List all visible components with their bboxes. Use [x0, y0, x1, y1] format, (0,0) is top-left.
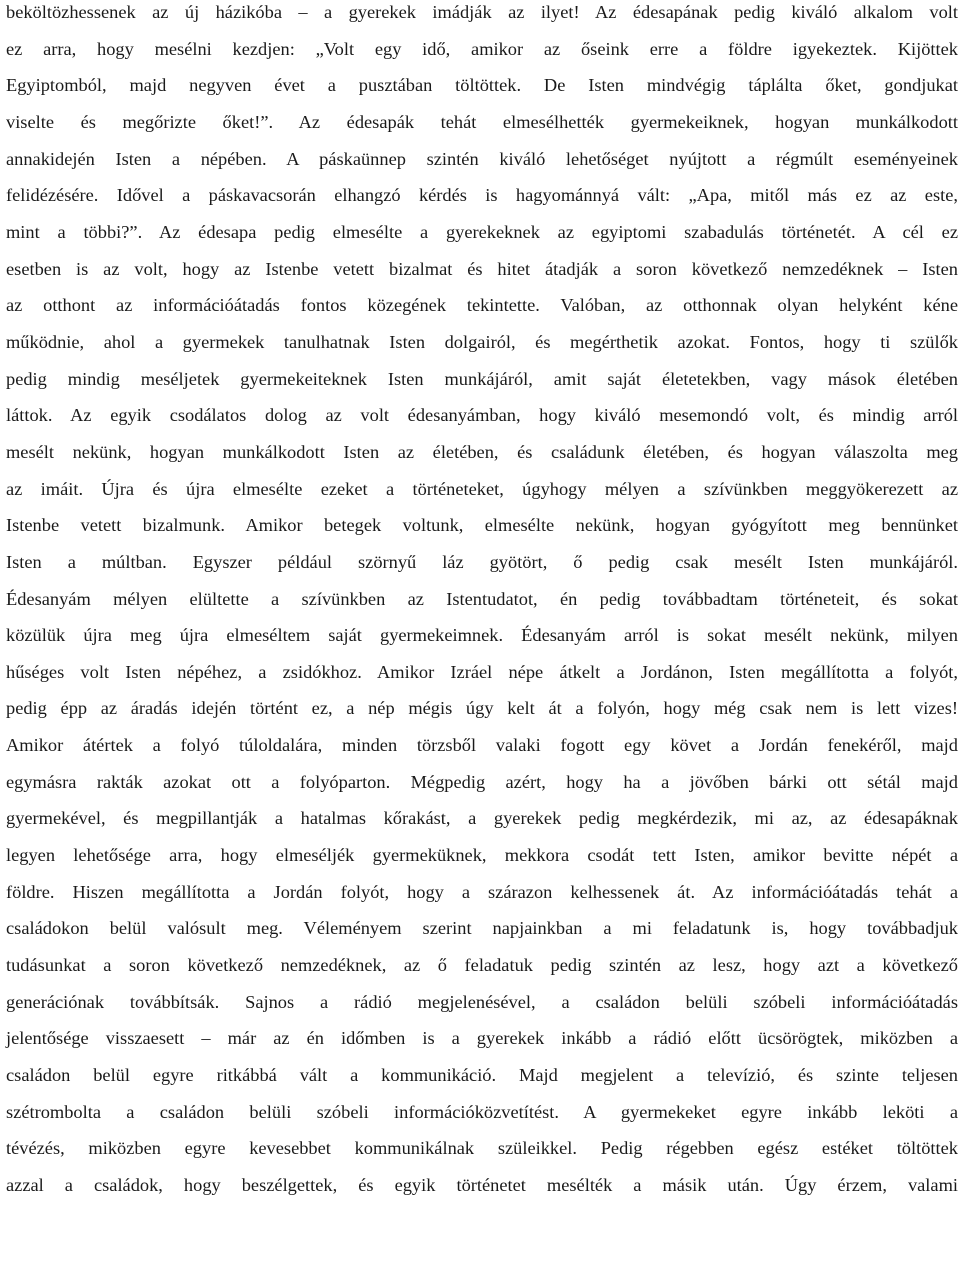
text-line: felidézésére. Idővel a páskavacsorán elhangzó kérdés is hagyománnyá vált: „Apa, mitől más ez az este, — [6, 185, 958, 206]
text-line: Isten a múltban. Egyszer például szörnyű láz gyötört, ő pedig csak mesélt Isten munkájáról. — [6, 551, 958, 572]
text-line: az otthont az információátadás fontos közegének tekintette. Valóban, az otthonnak olyan helyként kéne — [6, 295, 958, 316]
text-line: mesélt nekünk, hogyan munkálkodott Isten az életében, és családunk életében, és hogyan válaszolta meg — [6, 441, 958, 462]
text-line: az imáit. Újra és újra elmesélte ezeket a történeteket, úgyhogy mélyen a szívünkben meggyökerezett az — [6, 478, 958, 499]
text-line: láttok. Az egyik csodálatos dolog az volt édesanyámban, hogy kiváló mesemondó volt, és mindig arról — [6, 405, 958, 426]
text-line: legyen lehetősége arra, hogy elmeséljék gyermeküknek, mekkora csodát tett Isten, amikor bevitte népét a — [6, 845, 958, 866]
text-line: pedig mindig meséljetek gyermekeiteknek Isten munkájáról, amit saját életetekben, vagy mások életében — [6, 368, 958, 389]
text-line: esetben is az volt, hogy az Istenbe vetett bizalmat és hitet átadják a soron következő nemzedéknek – Isten — [6, 258, 958, 279]
text-line: gyermekével, és megpillantják a hatalmas kőrakást, a gyerekek pedig megkérdezik, mi az, az édesapáknak — [6, 808, 958, 829]
text-line: beköltözhessenek az új házikóba – a gyerekek imádják az ilyet! Az édesapának pedig kiváló alkalom volt — [6, 2, 958, 22]
text-line: közülük újra meg újra elmeséltem saját gyermekeimnek. Édesanyám arról is sokat mesélt nekünk, milyen — [6, 625, 958, 646]
text-line: tudásunkat a soron következő nemzedéknek, az ő feladatuk pedig szintén az lesz, hogy azt a következő — [6, 955, 958, 976]
text-line: ez arra, hogy mesélni kezdjen: „Volt egy idő, amikor az őseink erre a földre igyekeztek. Kijöttek — [6, 38, 958, 59]
text-line: azzal a családok, hogy beszélgettek, és egyik történetet mesélték a másik után. Úgy érzem, valami — [6, 1175, 958, 1195]
text-line: mint a többi?”. Az édesapa pedig elmesélte a gyerekeknek az egyiptomi szabadulás történetét. A cél ez — [6, 221, 958, 242]
text-line: földre. Hiszen megállította a Jordán folyót, hogy a szárazon kelhessenek át. Az információátadás tehát a — [6, 881, 958, 902]
text-line: annakidején Isten a népében. A páskaünnep szintén kiváló lehetőséget nyújtott a régmúlt eseményeinek — [6, 148, 958, 169]
text-line: pedig épp az áradás idején történt ez, a nép mégis úgy kelt át a folyón, hogy még csak nem is lett vizes! — [6, 698, 958, 719]
text-line: viselte és megőrizte őket!”. Az édesapák tehát elmesélhették gyermekeiknek, hogyan munkálkodott — [6, 111, 958, 132]
text-line: tévézés, miközben egyre kevesebbet kommunikálnak szüleikkel. Pedig régebben egész estéket töltöttek — [6, 1138, 958, 1159]
text-line: családokon belül valósult meg. Véleményem szerint napjainkban a mi feladatunk is, hogy továbbadjuk — [6, 918, 958, 939]
body-text — [6, 0, 958, 1204]
text-line: szétrombolta a családon belüli szóbeli információközvetítést. A gyermekeket egyre inkább leköti a — [6, 1101, 958, 1122]
text-line: hűséges volt Isten népéhez, a zsidókhoz. Amikor Izráel népe átkelt a Jordánon, Isten megállította a folyót, — [6, 661, 958, 682]
text-line: működnie, ahol a gyermekek tanulhatnak Isten dolgairól, és megérthetik azokat. Fontos, hogy ti szülők — [6, 331, 958, 352]
text-line: Édesanyám mélyen elültette a szívünkben az Istentudatot, én pedig továbbadtam történeteit, és sokat — [6, 588, 958, 609]
text-line: generációnak továbbítsák. Sajnos a rádió megjelenésével, a családon belüli szóbeli információátadás — [6, 991, 958, 1012]
text-line: Istenbe vetett bizalmunk. Amikor betegek voltunk, elmesélte nekünk, hogyan gyógyított meg bennünket — [6, 515, 958, 536]
text-line: jelentősége visszaesett – már az én időmben is a gyerekek inkább a rádió előtt ücsörögtek, miközben a — [6, 1028, 958, 1049]
text-line: egymásra rakták azokat ott a folyóparton. Mégpedig azért, hogy ha a jövőben bárki ott sétál majd — [6, 771, 958, 792]
text-line: Amikor átértek a folyó túloldalára, minden törzsből valaki fogott egy követ a Jordán fenekéről, majd — [6, 735, 958, 756]
text-line: családon belül egyre ritkábbá vált a kommunikáció. Majd megjelent a televízió, és szinte teljesen — [6, 1065, 958, 1086]
text-line: Egyiptomból, majd negyven évet a pusztában töltöttek. De Isten mindvégig táplálta őket, gondjukat — [6, 75, 958, 96]
